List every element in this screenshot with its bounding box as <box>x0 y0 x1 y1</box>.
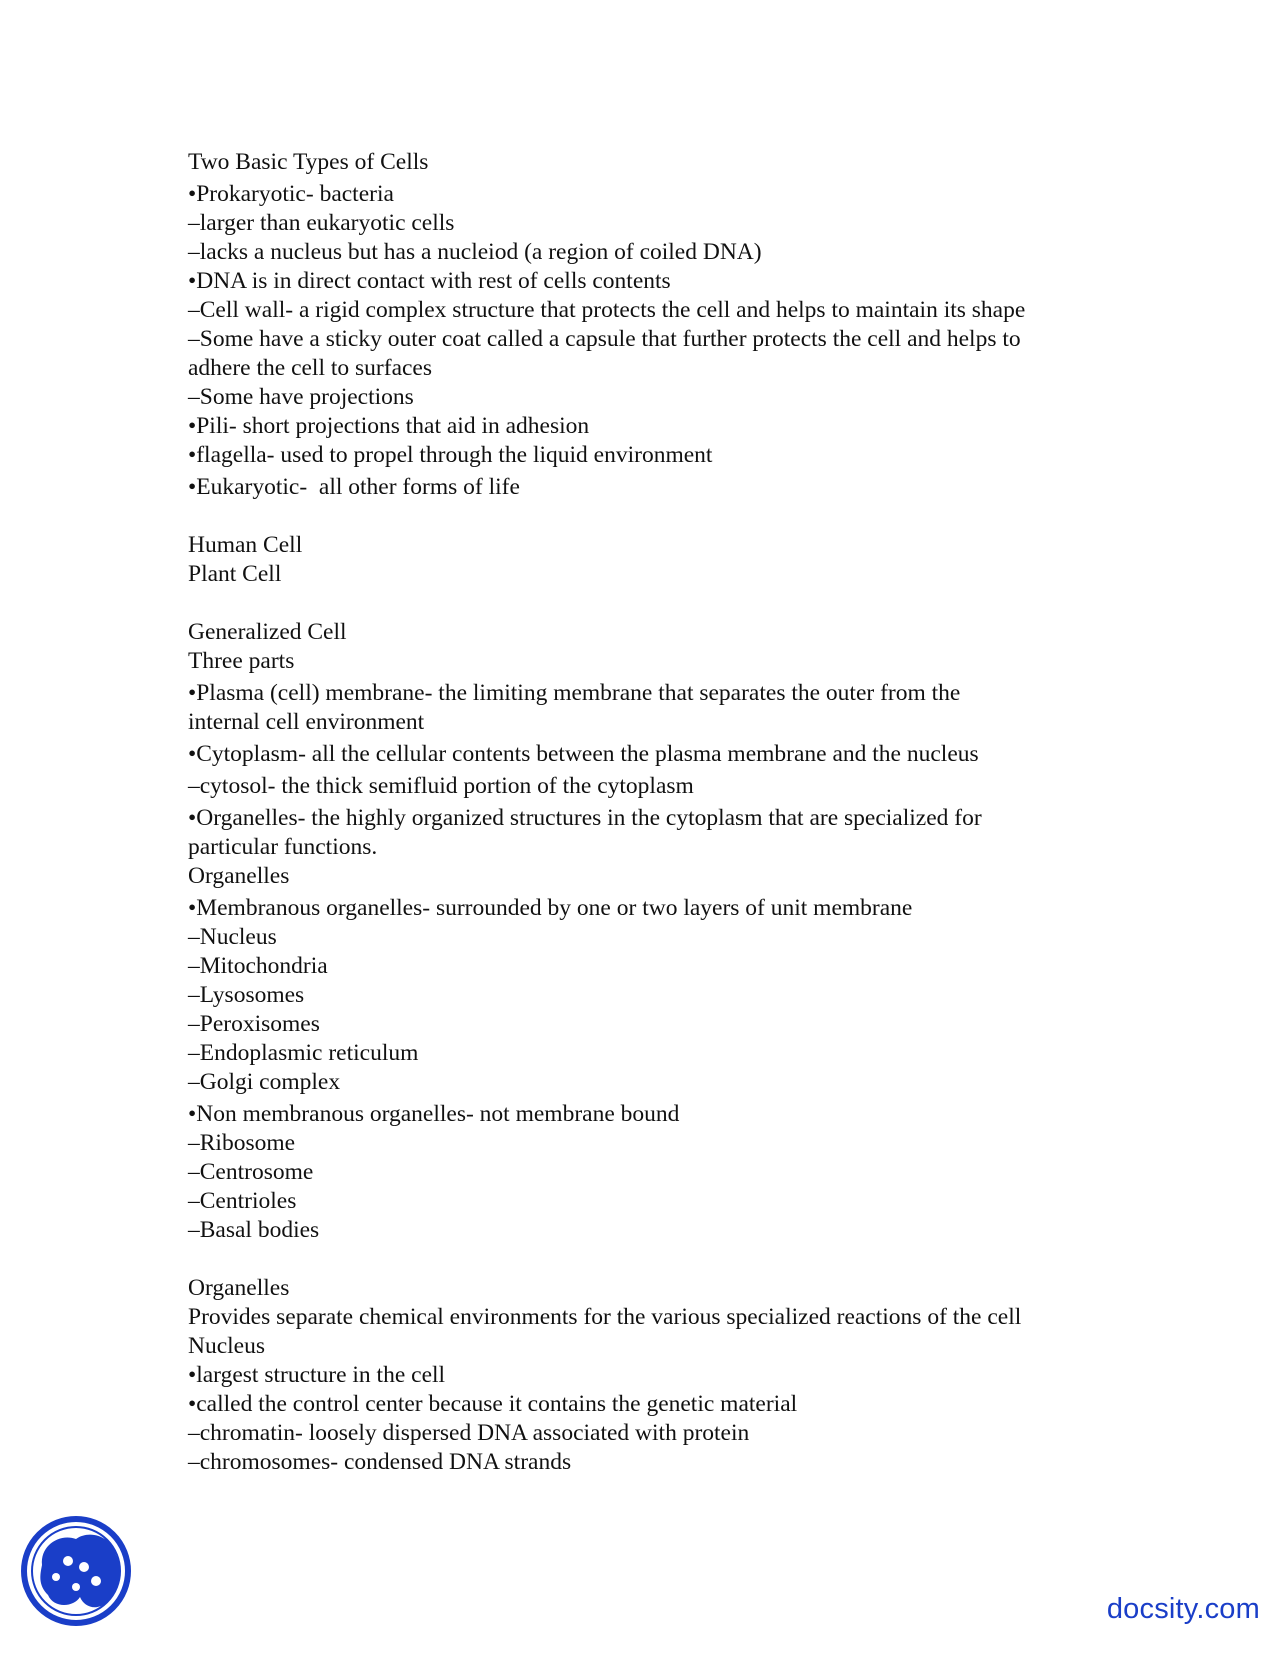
heading-generalized-cell: Generalized Cell <box>188 619 347 645</box>
text-line: •Membranous organelles- surrounded by one or two layers of unit membrane <box>188 895 913 921</box>
text-line: Provides separate chemical environments for the various specialized reactions of the cell <box>188 1304 1022 1330</box>
text-line: –Some have projections <box>188 384 414 410</box>
heading-organelles: Organelles <box>188 863 290 889</box>
text-line: •Plasma (cell) membrane- the limiting membrane that separates the outer from the internal cell environment <box>188 680 961 735</box>
list-item: –Centrioles <box>188 1188 297 1214</box>
list-item: –Golgi complex <box>188 1069 341 1095</box>
list-item: –Nucleus <box>188 924 277 950</box>
text-line: –Cell wall- a rigid complex structure that protects the cell and helps to maintain its shape <box>188 297 1026 323</box>
list-item: –Lysosomes <box>188 982 305 1008</box>
docsity-logo-icon[interactable] <box>20 1515 132 1627</box>
text-line: –Some have a sticky outer coat called a capsule that further protects the cell and helps to adhere the cell to surfaces <box>188 326 1021 381</box>
list-item: –chromosomes- condensed DNA strands <box>188 1449 572 1475</box>
text-line: •DNA is in direct contact with rest of cells contents <box>188 268 671 294</box>
text-line: •Prokaryotic- bacteria <box>188 181 394 207</box>
docsity-brand-link[interactable]: docsity.com <box>1106 1593 1260 1625</box>
heading-human-cell: Human Cell <box>188 532 303 558</box>
heading-plant-cell: Plant Cell <box>188 561 282 587</box>
list-item: –chromatin- loosely dispersed DNA associated with protein <box>188 1420 750 1446</box>
list-item: –Basal bodies <box>188 1217 320 1243</box>
text-line: •Organelles- the highly organized structures in the cytoplasm that are specialized for particular functions. <box>188 805 982 860</box>
list-item: –Mitochondria <box>188 953 328 979</box>
text-line: •flagella- used to propel through the liquid environment <box>188 442 713 468</box>
doc-title: Two Basic Types of Cells <box>188 149 429 175</box>
text-line: •Cytoplasm- all the cellular contents between the plasma membrane and the nucleus <box>188 741 979 767</box>
heading-organelles-2: Organelles <box>188 1275 290 1301</box>
heading-three-parts: Three parts <box>188 648 295 674</box>
list-item: –Endoplasmic reticulum <box>188 1040 419 1066</box>
list-item: –Peroxisomes <box>188 1011 320 1037</box>
document-body <box>188 148 1188 1477</box>
text-line: •Non membranous organelles- not membrane bound <box>188 1101 680 1127</box>
text-line: –lacks a nucleus but has a nucleiod (a region of coiled DNA) <box>188 239 762 265</box>
list-item: –Centrosome <box>188 1159 314 1185</box>
list-item: •called the control center because it contains the genetic material <box>188 1391 798 1417</box>
text-line: –larger than eukaryotic cells <box>188 210 455 236</box>
text-line: •Pili- short projections that aid in adhesion <box>188 413 590 439</box>
heading-nucleus: Nucleus <box>188 1333 266 1359</box>
text-line: –cytosol- the thick semifluid portion of the cytoplasm <box>188 773 694 799</box>
text-line: •Eukaryotic- all other forms of life <box>188 474 520 500</box>
list-item: •largest structure in the cell <box>188 1362 446 1388</box>
list-item: –Ribosome <box>188 1130 296 1156</box>
